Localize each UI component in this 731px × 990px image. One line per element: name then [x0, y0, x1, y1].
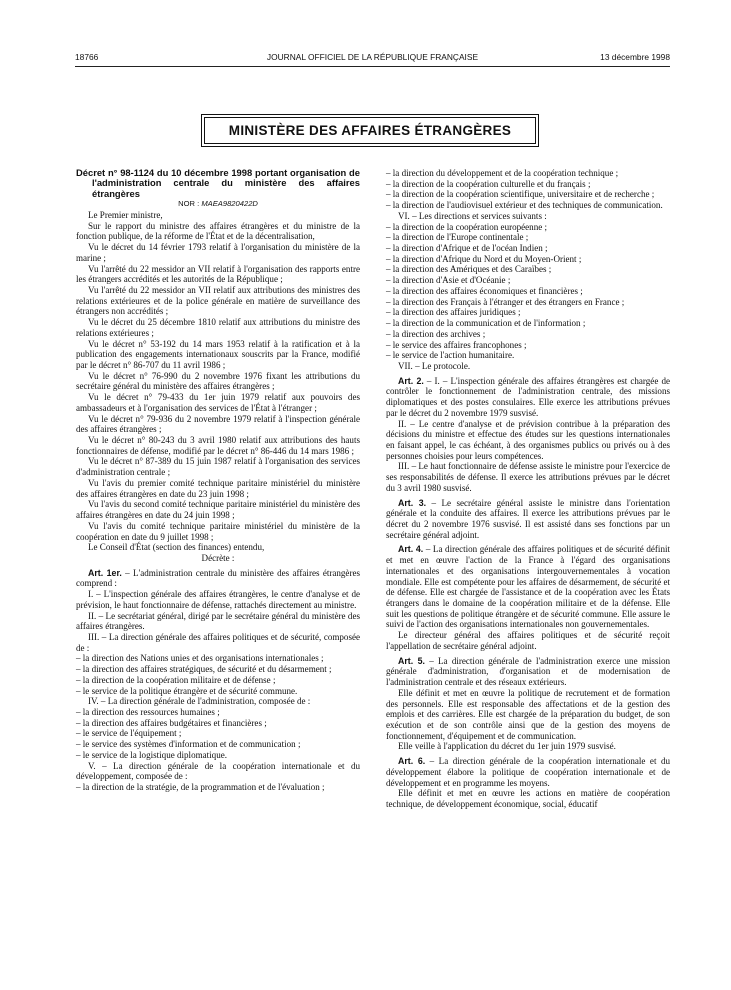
list-item	[386, 243, 670, 254]
paragraph	[76, 611, 360, 632]
list-item	[386, 232, 670, 243]
paragraph-text: Sur le rapport du ministre des affaires étrangères et du ministre de la fonction publique, de la réforme de l'État et de la décentralisation,	[76, 220, 360, 242]
paragraph-text: – La direction générale de l'administration exerce une mission générale d'administration, d'organisation et de modernisation de l'administration centrale et des réseaux extérieurs.	[386, 655, 671, 688]
paragraph	[386, 741, 670, 752]
list-item	[76, 728, 360, 739]
decree-title: Décret n° 98-1124 du 10 décembre 1998 portant organisation de l'administration centrale du ministère des affaires étrangères	[76, 167, 360, 199]
paragraph	[386, 361, 670, 372]
paragraph-text: Elle définit et met en œuvre les actions en matière de coopération technique, de développement économique, social, éducatif	[386, 788, 670, 809]
list-item	[76, 707, 360, 718]
paragraph-text: Vu le décret du 25 décembre 1810 relatif aux attributions du ministre des relations extérieures ;	[76, 317, 360, 338]
paragraph-text: Vu le décret n° 79-433 du 1er juin 1979 relatif aux pouvoirs des ambassadeurs et à l'organisation des services de l'État à l'étranger ;	[76, 392, 360, 413]
ministry-heading	[204, 117, 536, 144]
paragraph-text: I. – L'inspection générale des affaires étrangères, le centre d'analyse et de prévision, le haut fonctionnaire de défense, rattachés directement au ministre.	[76, 589, 360, 610]
paragraph-text: – Le secrétaire général assiste le ministre dans l'orientation générale et la conduite des affaires. Il exerce les attributions prévues par le décret du 2 novembre 1976 susvisé. Il est assisté dans ses fonctions par un secrétaire général adjoint.	[386, 497, 670, 540]
paragraph	[386, 688, 670, 742]
list-item	[76, 750, 360, 761]
paragraph	[76, 317, 360, 338]
right-column	[386, 168, 670, 810]
list-item	[76, 718, 360, 729]
paragraph-text: – le service de l'équipement ;	[76, 728, 182, 739]
paragraph-text: – la direction des affaires juridiques ;	[386, 307, 521, 318]
list-item	[386, 340, 670, 351]
paragraph-text: – la direction de la coopération européenne ;	[386, 221, 548, 232]
left-column	[76, 168, 360, 793]
nor-reference	[76, 199, 360, 210]
list-item	[386, 200, 670, 211]
paragraph	[386, 419, 670, 462]
article-paragraph	[76, 568, 360, 589]
paragraph	[76, 210, 360, 221]
paragraph	[386, 788, 670, 809]
paragraph-text: Le Conseil d'État (section des finances) entendu,	[88, 542, 265, 553]
list-item	[386, 275, 670, 286]
paragraph-text: Vu l'avis du premier comité technique paritaire ministériel du ministère des affaires étrangères en date du 23 juin 1998 ;	[76, 477, 360, 499]
nor-label: NOR :	[178, 199, 200, 209]
list-item	[386, 264, 670, 275]
paragraph	[76, 632, 360, 653]
paragraph-text: – la direction des affaires stratégiques, de sécurité et du désarmement ;	[76, 664, 332, 675]
article-number: Art. 6.	[398, 756, 426, 767]
header-rule	[75, 66, 670, 67]
paragraph-text: – La direction générale de la coopération internationale et du développement élabore la politique de coopération internationale et de développement et en programme les moyens.	[386, 756, 670, 788]
list-item	[386, 254, 670, 265]
list-item	[386, 286, 670, 297]
list-item	[76, 739, 360, 750]
paragraph-text: – la direction des archives ;	[386, 328, 486, 339]
paragraph-text: VI. – Les directions et services suivants :	[398, 210, 547, 221]
paragraph-text: Vu le décret n° 79-936 du 2 novembre 1979 relatif à l'inspection générale des affaires étrangères ;	[76, 413, 360, 435]
paragraph-text: Vu l'avis du second comité technique paritaire ministériel du ministère des affaires étrangères en date du 24 juin 1998 ;	[76, 499, 360, 521]
page-header	[75, 52, 670, 66]
paragraph-text: – la direction des affaires budgétaires et financières ;	[76, 717, 267, 728]
paragraph-text: II. – Le centre d'analyse et de prévision contribue à la préparation des décisions du ministre et effectue des études sur les questions internationales en faisant appel, le cas échéant, à des organismes publics ou privés ou à des personnes choisies pour leurs compétences.	[386, 418, 670, 461]
journal-title: JOURNAL OFFICIEL DE LA RÉPUBLIQUE FRANÇAISE	[266, 52, 479, 62]
paragraph-text: – la direction de la coopération militaire et de défense ;	[76, 674, 276, 685]
paragraph-text: – la direction d'Afrique du Nord et du Moyen-Orient ;	[386, 253, 582, 264]
paragraph	[76, 435, 360, 456]
paragraph	[386, 211, 670, 222]
paragraph-text: – la direction des Amériques et des Caraïbes ;	[386, 264, 552, 275]
list-item	[76, 782, 360, 793]
paragraph-text: Vu le décret n° 87-389 du 15 juin 1987 relatif à l'organisation des services d'administration centrale ;	[76, 456, 360, 478]
paragraph	[76, 499, 360, 520]
paragraph-text: Le directeur général des affaires politiques et de sécurité reçoit l'appellation de secrétaire général adjoint.	[386, 630, 670, 651]
article-number: Art. 2.	[398, 375, 424, 386]
paragraph	[76, 221, 360, 242]
paragraph-text: – la direction des affaires économiques et financières ;	[386, 285, 583, 296]
paragraph-text: III. – Le haut fonctionnaire de défense assiste le ministre pour l'exercice de ses responsabilités de défense. Il exerce les attributions prévues par le décret du 3 avril 1980 susvisé.	[386, 461, 670, 493]
paragraph-text: – la direction d'Asie et d'Océanie ;	[386, 275, 511, 286]
paragraph	[76, 542, 360, 553]
list-item	[386, 318, 670, 329]
paragraph	[76, 371, 360, 392]
paragraph-text: – la direction de l'audiovisuel extérieur et des techniques de communication.	[386, 200, 663, 211]
paragraph-text: Elle définit et met en œuvre la politique de recrutement et de formation des personnels. Elle est responsable des affectations et de la gestion des emplois et des carrières. Elle est chargée de la préparation du budget, de son exécution et de son contrôle ainsi que de la gestion des moyens de fonctionnement, d'équipement et de communication.	[386, 687, 670, 741]
paragraph-text: – L'administration centrale du ministère des affaires étrangères comprend :	[76, 567, 360, 589]
article-number: Art. 5.	[398, 655, 425, 666]
paragraph-text: III. – La direction générale des affaires politiques et de sécurité, composée de :	[76, 631, 360, 653]
paragraph	[386, 630, 670, 651]
article-paragraph	[386, 498, 670, 541]
paragraph-text: – le service des systèmes d'information et de communication ;	[76, 739, 301, 750]
list-item	[76, 686, 360, 697]
paragraph-text: – la direction des ressources humaines ;	[76, 707, 220, 717]
paragraph-text: – le service des affaires francophones ;	[386, 339, 527, 350]
paragraph-text: – la direction de la stratégie, de la programmation et de l'évaluation ;	[76, 782, 325, 793]
paragraph-text: – le service de l'action humanitaire.	[386, 350, 515, 361]
paragraph-text: – la direction de la communication et de l'information ;	[386, 318, 586, 329]
ministry-heading-text: MINISTÈRE DES AFFAIRES ÉTRANGÈRES	[228, 123, 512, 138]
list-item	[386, 168, 670, 179]
list-item	[76, 653, 360, 664]
paragraph-text: – le service de la politique étrangère et de sécurité commune.	[76, 685, 298, 696]
paragraph	[386, 461, 670, 493]
paragraph-text: Vu le décret n° 76-990 du 2 novembre 1976 fixant les attributions du secrétaire général du ministère des affaires étrangères ;	[76, 370, 360, 392]
paragraph	[76, 478, 360, 499]
paragraph-text: – le service de la logistique diplomatique.	[76, 749, 227, 760]
list-item	[386, 222, 670, 233]
list-item	[386, 329, 670, 340]
page-number: 18766	[75, 52, 99, 62]
article-number: Art. 1er.	[88, 567, 122, 578]
paragraph-text: II. – Le secrétariat général, dirigé par le secrétaire général du ministère des affaires étrangères.	[76, 610, 360, 632]
paragraph-text: V. – La direction générale de la coopération internationale et du développement, composée de :	[76, 760, 360, 782]
paragraph	[76, 761, 360, 782]
list-item	[386, 179, 670, 190]
paragraph	[76, 589, 360, 610]
paragraph	[76, 242, 360, 263]
paragraph-text: Vu l'arrêté du 22 messidor an VII relatif aux attributions des ministres des relations extérieures et de la police générale en matière de surveillance des étrangers non accrédités ;	[76, 284, 360, 317]
article-paragraph	[386, 756, 670, 788]
paragraph	[76, 285, 360, 317]
list-item	[386, 297, 670, 308]
paragraph-text: VII. – Le protocole.	[398, 360, 471, 371]
paragraph-text: – la direction de l'Europe continentale ;	[386, 232, 529, 243]
nor-value: MAEA9820422D	[201, 199, 258, 209]
paragraph	[76, 521, 360, 542]
paragraph-text: – la direction des Français à l'étranger et des étrangers en France ;	[386, 296, 625, 307]
list-item	[76, 675, 360, 686]
paragraph-text: – I. – L'inspection générale des affaires étrangères est chargée de contrôler le fonctionnement de l'administration centrale, des missions diplomatiques et des postes consulaires. Elle exerce les attributions prévues par le décret du 2 novembre 1979 susvisé.	[386, 375, 670, 418]
paragraph-text: – la direction d'Afrique et de l'océan Indien ;	[386, 243, 548, 254]
list-item	[386, 307, 670, 318]
article-number: Art. 3.	[398, 497, 427, 508]
paragraph-text: – la direction de la coopération scientifique, universitaire et de recherche ;	[386, 189, 655, 200]
paragraph-text: – La direction générale des affaires politiques et de sécurité définit et met en œuvre l'action de la France à l'égard des organisations internationales et des organisations intergouvernementales à vocation mondiale. Elle est compétente pour les affaires de désarmement, de sécurité et de défense. Elle est chargée de l'assistance et de la coopération avec les États étrangers dans le domaine de la coopération militaire et de la défense. Elle suit les questions de politique étrangère et de sécurité commune. Elle assure le suivi de l'action des organisations internationales non gouvernementales.	[386, 544, 670, 630]
paragraph	[76, 392, 360, 413]
publication-date: 13 décembre 1998	[600, 52, 670, 62]
list-item	[386, 350, 670, 361]
paragraph-text: Vu le décret du 14 février 1793 relatif à l'organisation du ministère de la marine ;	[76, 242, 360, 263]
article-paragraph	[386, 544, 670, 630]
paragraph-text: Vu le décret n° 53-192 du 14 mars 1953 relatif à la ratification et à la publication des engagements internationaux souscrits par la France, modifié par le décret n° 86-707 du 11 avril 1986 ;	[76, 338, 360, 370]
article-paragraph	[386, 656, 670, 688]
paragraph-text: Décrète :	[201, 552, 235, 563]
paragraph	[76, 264, 360, 285]
article-paragraph	[386, 376, 670, 419]
paragraph-text: Vu l'avis du comité technique paritaire ministériel du ministère de la coopération en date du 9 juillet 1998 ;	[76, 520, 360, 542]
paragraph	[76, 553, 360, 564]
list-item	[386, 189, 670, 200]
paragraph	[76, 339, 360, 371]
paragraph-text: IV. – La direction générale de l'administration, composée de :	[88, 696, 311, 707]
paragraph	[76, 456, 360, 477]
paragraph	[76, 696, 360, 707]
paragraph-text: Le Premier ministre,	[88, 209, 163, 220]
paragraph-text: Vu le décret n° 80-243 du 3 avril 1980 relatif aux attributions des hauts fonctionnaires de défense, modifié par le décret n° 86-446 du 14 mars 1986 ;	[76, 435, 360, 456]
paragraph-text: Vu l'arrêté du 22 messidor an VII relatif à l'organisation des rapports entre les étrangers accrédités et les autorités de la République ;	[76, 263, 360, 285]
paragraph-text: – la direction des Nations unies et des organisations internationales ;	[76, 653, 324, 664]
paragraph-text: – la direction de la coopération culturelle et du français ;	[386, 178, 591, 189]
paragraph-text: Elle veille à l'application du décret du 1er juin 1979 susvisé.	[398, 741, 616, 752]
paragraph	[76, 414, 360, 435]
paragraph-text: – la direction du développement et de la coopération technique ;	[386, 168, 619, 178]
article-number: Art. 4.	[398, 544, 424, 555]
list-item	[76, 664, 360, 675]
